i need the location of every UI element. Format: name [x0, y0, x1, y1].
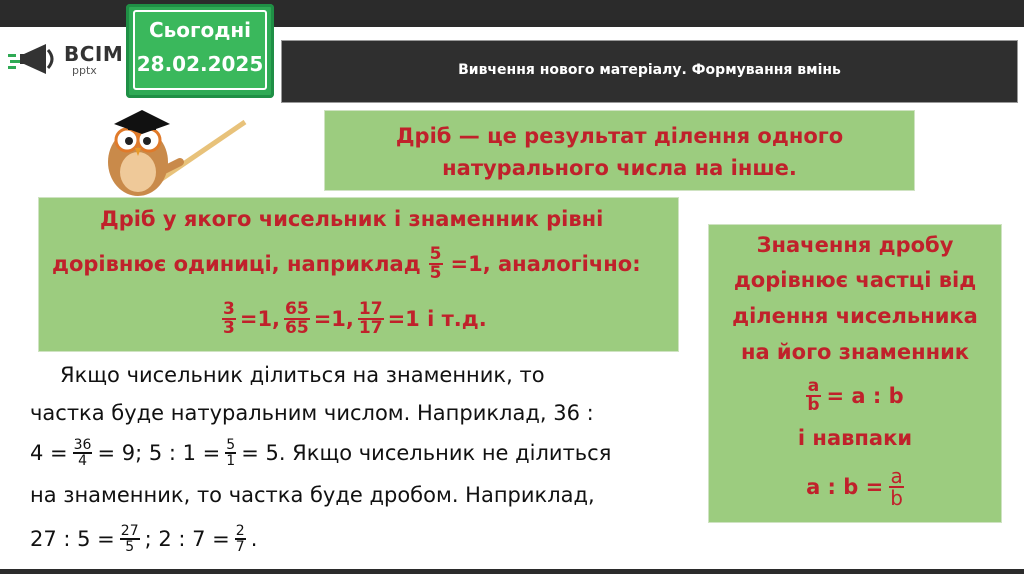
fraction-numerator: a — [807, 376, 820, 396]
body-text-segment: = 5. Якщо чисельник не ділиться — [241, 441, 612, 465]
example-fraction-numerator: 5 — [429, 244, 442, 264]
date-label: Сьогодні — [148, 18, 252, 42]
body-text-segment: = 9; 5 : 1 = — [97, 441, 221, 465]
unit-line-3 — [222, 290, 487, 348]
fraction-denominator: 17 — [358, 318, 383, 338]
fraction-a-b — [806, 378, 820, 414]
fraction-denominator: b — [807, 395, 820, 415]
fraction-numerator: 3 — [223, 299, 235, 319]
logo-subtext: pptx — [72, 64, 97, 77]
fraction-3-3 — [222, 301, 236, 337]
example-fraction-denominator: 5 — [429, 263, 442, 283]
value-line-vice-versa: і навпаки — [797, 426, 913, 450]
equals-one-etc: =1 і т.д. — [387, 307, 487, 331]
date-value: 28.02.2025 — [136, 52, 264, 76]
formula-2-left: a : b = — [806, 475, 884, 499]
body-text-segment: 27 : 5 = — [30, 527, 115, 551]
fraction-numerator: 65 — [285, 299, 309, 319]
fraction-numerator: 5 — [226, 437, 236, 453]
definition-line-2: натурального числа на інше. — [442, 156, 797, 180]
value-formula-2 — [708, 456, 1002, 518]
fraction-numerator: 2 — [235, 523, 245, 539]
equals-one: =1, — [239, 307, 281, 331]
body-line-3 — [30, 430, 611, 476]
example-fraction — [429, 246, 443, 282]
owl-teacher-icon — [100, 100, 250, 200]
bottom-bar — [0, 569, 1024, 574]
body-line-4: на знаменник, то частка буде дробом. Наприклад, — [30, 483, 595, 507]
fraction-denominator: 4 — [73, 452, 93, 468]
body-text-segment: ; 2 : 7 = — [144, 527, 230, 551]
body-text-segment: 4 = — [30, 441, 68, 465]
fraction-5-1 — [225, 438, 236, 468]
fraction-27-5 — [120, 524, 140, 554]
fraction-a-over-b — [889, 466, 904, 508]
fraction-numerator: 36 — [73, 437, 92, 453]
fraction-65-65 — [284, 301, 310, 337]
unit-line-2 — [52, 236, 641, 292]
header-title: Вивчення нового матеріалу. Формування вмінь — [458, 62, 841, 78]
fraction-numerator: a — [890, 464, 903, 488]
fraction-denominator: 7 — [235, 539, 245, 555]
fraction-denominator: 5 — [120, 538, 140, 554]
fraction-denominator: 3 — [223, 318, 235, 338]
unit-line-2-prefix: дорівнює одиниці, наприклад — [52, 252, 421, 276]
fraction-numerator: 27 — [120, 523, 139, 539]
fraction-17-17 — [358, 301, 384, 337]
value-formula-1 — [708, 372, 1002, 420]
value-line-4: на його знаменник — [740, 340, 970, 364]
value-line-2: дорівнює частці від — [733, 268, 977, 292]
unit-line-1: Дріб у якого чисельник і знаменник рівні — [100, 207, 604, 231]
body-line-1: Якщо чисельник ділиться на знаменник, то — [60, 363, 545, 387]
unit-line-2-suffix: =1, аналогічно: — [450, 252, 641, 276]
value-line-1: Значення дробу — [756, 233, 954, 257]
fraction-numerator: 17 — [358, 299, 383, 319]
fraction-2-7 — [235, 524, 246, 554]
body-line-5 — [30, 515, 257, 563]
body-text-segment: . — [250, 527, 258, 551]
fraction-denominator: 1 — [226, 453, 236, 469]
formula-1-rest: = a : b — [826, 384, 904, 408]
equals-one: =1, — [313, 307, 354, 331]
definition-text — [324, 120, 915, 184]
value-line-3: ділення чисельника — [732, 304, 978, 328]
fraction-denominator: b — [890, 486, 903, 510]
logo-text: ВСІМ — [64, 42, 124, 66]
body-line-2: частка буде натуральним числом. Наприклад, 36 : — [30, 401, 594, 425]
fraction-36-4 — [73, 438, 93, 468]
fraction-denominator: 65 — [285, 318, 309, 338]
definition-line-1: Дріб — це результат ділення одного — [395, 124, 844, 148]
